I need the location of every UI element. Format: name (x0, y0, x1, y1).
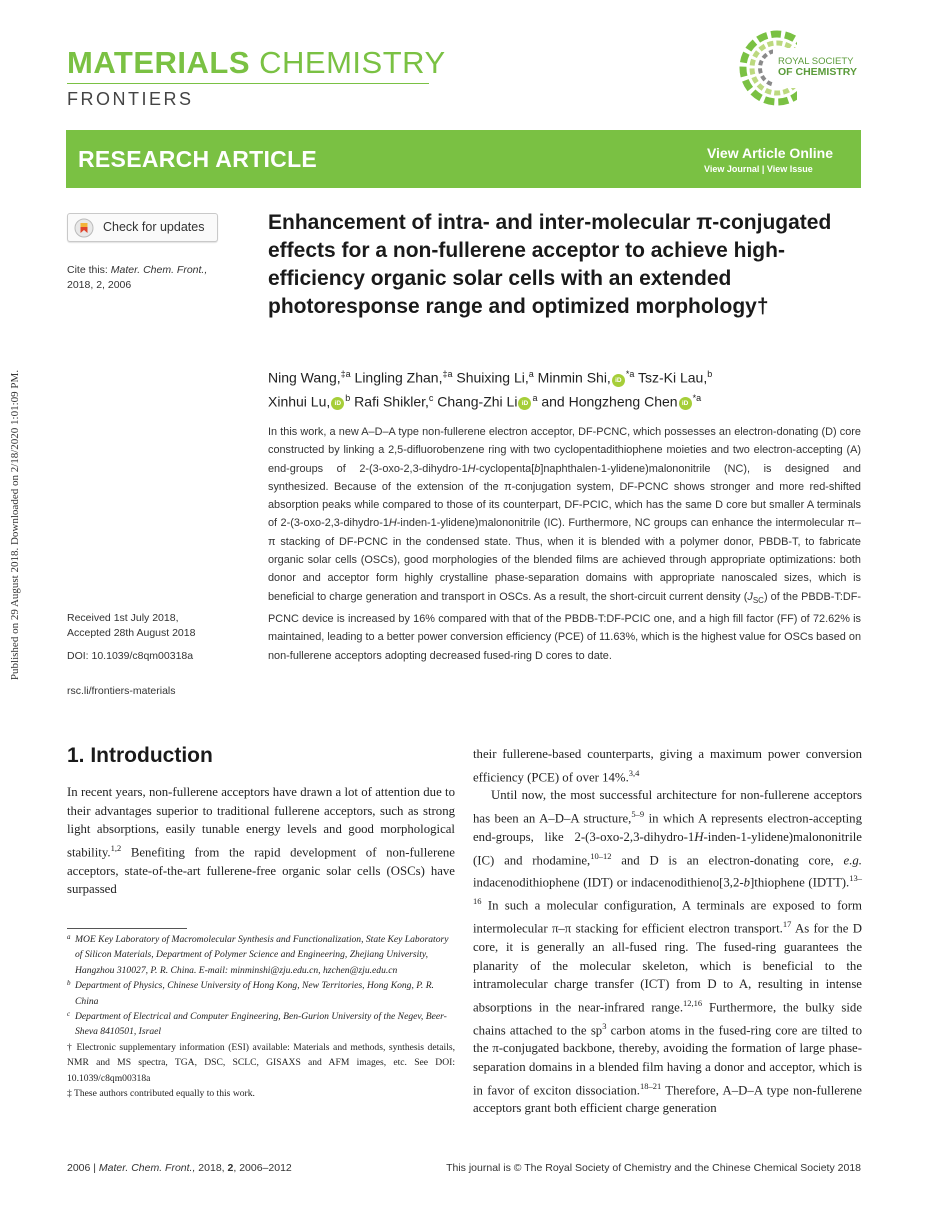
view-journal-link[interactable]: View Journal (704, 164, 760, 174)
orcid-icon[interactable]: iD (518, 397, 531, 410)
citation-info: Cite this: Mater. Chem. Front., 2018, 2, 2006 (67, 264, 208, 291)
view-links (704, 164, 813, 174)
paragraph: their fullerene-based counterparts, giving a maximum power conversion efficiency (PCE) of over 14%.$^{3,4}$ (473, 747, 862, 784)
section-heading-introduction: 1. Introduction (67, 744, 213, 767)
received-dates (67, 611, 195, 641)
download-sidebar-note (4, 345, 26, 705)
journal-subtitle: FRONTIERS (67, 89, 194, 109)
crossmark-icon (74, 218, 94, 238)
journal-brand[interactable] (67, 45, 446, 109)
view-article-online-link[interactable]: View Article Online (706, 145, 833, 161)
accepted-date: Accepted 28th August 2018 (67, 627, 196, 639)
citation-ref[interactable]: 1,2 (110, 842, 122, 853)
abstract: In this work, a new A–D–A type non-fullerene electron acceptor, DF-PCNC, which possesses an electron-donating (D) core constructed by linking a 2,5-difluorobenzene ring with two cyclopentadithiophene moieties and two electron-accepting (A) end-groups of 2-(3-oxo-2,3-dihydro-1H-cyclopenta[b]naphthalen-1-ylidene)malononitrile (NC), is designed and synthesized. Because of the extension of the π-conjugation system, DF-PCNC shows stronger and more red-shifted absorption peaks while compared to those of its counterpart, DF-PCIC, which has the same D core but smaller A terminals of 2-(3-oxo-2,3-dihydro-1H-inden-1-ylidene)malononitrile (IC). Furthermore, NC groups can enhance the intermolecular π–π stacking of DF-PCNC in the condensed state. Thus, when it is blended with a polymer donor, PBDB-T, to fabricate organic solar cells (OSCs), good morphologies of the blended films are achieved through appropriate optimizations: both donor and acceptor form highly crystalline phase-separation domains with appropriate nanoscaled sizes, which is beneficial to charge generation and transport in OSCs. As a result, the short-circuit current density $(J_{SC})$ of the PBDB-T:DF-PCNC device is increased by 16% compared with that of the PBDB-T:DF-PCIC one, and a high fill factor (FF) of 72.62% is maintained, leading to a better power conversion efficiency (PCE) of 11.63%, which is the highest value for OSCs based on non-fullerene acceptors adopting decreased fused-ring D cores to date. (268, 426, 862, 662)
article-type-banner (66, 130, 861, 188)
esi-note: † Electronic supplementary information (ESI) available: Materials and methods, synthesis details, NMR and MS spectra, TGA, DSC, SCLC, GISAXS and AFM images, etc. See DOI: 10.1039/c8qm00318a (67, 1041, 455, 1084)
check-for-updates-label: Check for updates (103, 220, 205, 234)
citation-ref[interactable]: 5–9 (631, 809, 645, 820)
affiliation-a: a MOE Key Laboratory of Macromolecular Synthesis and Functionalization, State Key Laboratory of Silicon Materials, Department of Polymer Science and Engineering, Zhejiang University, Hangzhou 310027, P. R. China. E-mail: minminshi@zju.edu.cn, hzchen@zju.edu.cn (67, 933, 449, 976)
affiliation-b: b Department of Physics, Chinese University of Hong Kong, New Territories, Hong Kong, P. R. China (67, 979, 434, 1007)
affiliation-c: c Department of Electrical and Computer Engineering, Ben-Gurion University of the Negev, Beer-Sheva 8410501, Israel (67, 1010, 447, 1038)
citation-ref[interactable]: 13–16 (473, 873, 862, 907)
body-column-right (473, 745, 862, 1118)
equal-contribution-note: ‡ These authors contributed equally to this work. (67, 1088, 255, 1100)
orcid-icon[interactable]: iD (331, 397, 344, 410)
check-for-updates-button[interactable] (67, 213, 218, 242)
footnotes (67, 932, 455, 1101)
citation-ref[interactable]: 18–21 (639, 1080, 662, 1091)
body-column-left (67, 783, 455, 899)
orcid-icon[interactable]: iD (612, 374, 625, 387)
brand-rule (67, 83, 429, 84)
citation-ref[interactable]: 17 (782, 919, 792, 930)
citation-ref[interactable]: 10–12 (590, 850, 612, 861)
download-stamp: Published on 29 August 2018. Downloaded on 2/18/2020 1:01:09 PM. (9, 369, 21, 681)
footnote-rule (67, 928, 187, 929)
rsc-wordmark: ROYAL SOCIETY OF CHEMISTRY (778, 56, 857, 78)
journal-site-link[interactable]: rsc.li/frontiers-materials (67, 685, 176, 697)
author-list: Ning Wang,$^{\ddagger a}$ Lingling Zhan,$^{\ddagger a}$ Shuixing Li,$^a$ Minmin Shi, $iD^{*a}$ Tsz-Ki Lau,$^b$ Xinhui Lu, $iD^b$ Rafi Shikler,$^c$ Chang-Zhi Li $iD^a$ and Hongzheng Chen $iD^{*a}$ (268, 369, 713, 410)
rsc-logo[interactable] (737, 28, 867, 108)
doi[interactable]: DOI: 10.1039/c8qm00318a (67, 650, 194, 662)
page-footer-right: This journal is © The Royal Society of Chemistry and the Chinese Chemical Society 2018 (446, 1162, 861, 1174)
link-separator: | (761, 164, 765, 174)
citation-ref[interactable]: 12,16 (683, 997, 703, 1008)
article-type-label: RESEARCH ARTICLE (78, 146, 318, 172)
article-title: Enhancement of intra- and inter-molecular π-conjugated effects for a non-fullerene acceptor to achieve high-efficiency organic solar cells with an extended photoresponse range and optimized morphology† (268, 211, 832, 318)
journal-title: MATERIALS CHEMISTRY (67, 45, 446, 80)
citation-ref[interactable]: 3,4 (628, 767, 640, 778)
paragraph: Until now, the most successful architecture for non-fullerene acceptors has been an A–D–A structure,$^{5-9}$ in which A represents electron-accepting end-groups, like 2-(3-oxo-2,3-dihydro-1H-inden-1-ylidene)malononitrile (IC) and rhodamine,$^{10-12}$ and D is an electron-donating core, e.g. indacenodithiophene (IDT) or indacenodithieno[3,2-b]thiophene (IDTT).$^{13-16}$ In such a molecular configuration, A terminals are exposed to form intermolecular π–π stacking for efficient electron transport.$^{17}$ As for the D core, it is generally an all-fused ring. The fused-ring guarantees the planarity of the molecular skeleton, which is beneficial to the intramolecular charge transfer (ICT) from D to A, resulting in intense absorptions in the near-infrared range.$^{12,16}$ Furthermore, the bulky side chains attached to the $sp^3$ carbon atoms in the fused-ring core are tilted to the π-conjugated backbone, thereby, avoiding the formation of large phase-separation domains in a blended film having a donor and acceptor, which is in favor of exciton dissociation.$^{18-21}$ Therefore, A–D–A type non-fullerene acceptors grant both efficient charge generation (473, 788, 863, 1116)
orcid-icon[interactable]: iD (679, 397, 692, 410)
page-footer-left: 2006 | Mater. Chem. Front., 2018, 2, 2006–2012 (67, 1162, 292, 1174)
paragraph: In recent years, non-fullerene acceptors have drawn a lot of attention due to their advantages superior to traditional fullerene acceptors, such as strong light absorptions, easily tunable energy levels and good morphological stability.$^{1,2}$ Benefiting from the rapid development of non-fullerene acceptors, state-of-the-art fullerene-free organic solar cells (OSCs) have surpassed (67, 785, 455, 897)
received-date: Received 1st July 2018, (67, 612, 179, 624)
page-number: 2006 (67, 1162, 91, 1174)
view-issue-link[interactable]: View Issue (766, 164, 813, 174)
